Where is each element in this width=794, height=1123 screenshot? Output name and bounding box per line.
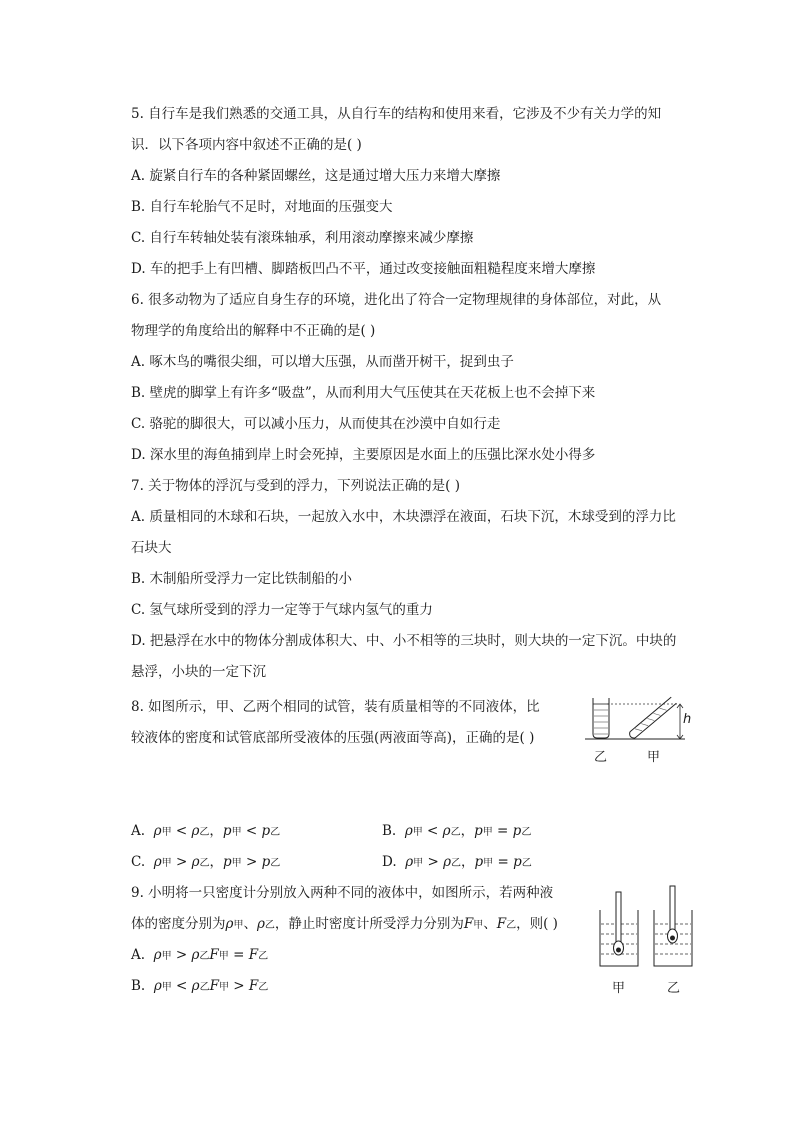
q8-fig-label-yi: 乙 bbox=[594, 750, 608, 765]
q8-option-a: A. ρ甲 < ρ乙，p甲 < p乙 bbox=[131, 823, 281, 839]
q5-stem-line2: 识．以下各项内容中叙述不正确的是( ) bbox=[131, 137, 362, 153]
q5-option-c: C. 自行车转轴处装有滚珠轴承，利用滚动摩擦来减少摩擦 bbox=[131, 230, 474, 246]
q7-option-d-line2: 悬浮，小块的一定下沉 bbox=[131, 664, 266, 680]
q5-option-a: A. 旋紧自行车的各种紧固螺丝，这是通过增大压力来增大摩擦 bbox=[131, 168, 501, 184]
q7-option-a-line1: A. 质量相同的木球和石块，一起放入水中，木块漂浮在液面，石块下沉，木球受到的浮力比 bbox=[131, 509, 676, 525]
q7-option-b: B. 木制船所受浮力一定比铁制船的小 bbox=[131, 571, 353, 587]
q8-test-tube-figure bbox=[585, 694, 695, 744]
q9-fig-label-yi: 乙 bbox=[667, 981, 681, 996]
q9-fig-label-jia: 甲 bbox=[612, 981, 626, 996]
q9-stem-line1: 9. 小明将一只密度计分别放入两种不同的液体中，如图所示，若两种液 bbox=[131, 885, 554, 901]
q7-option-c: C. 氢气球所受到的浮力一定等于气球内氢气的重力 bbox=[131, 602, 433, 618]
q5-stem-line1: 5. 自行车是我们熟悉的交通工具，从自行车的结构和使用来看，它涉及不少有关力学的知 bbox=[131, 106, 662, 122]
q7-stem: 7. 关于物体的浮沉与受到的浮力，下列说法正确的是( ) bbox=[131, 478, 460, 494]
q7-option-d-line1: D. 把悬浮在水中的物体分割成体积大、中、小不相等的三块时，则大块的一定下沉。中块的 bbox=[131, 633, 677, 649]
q6-option-b: B. 壁虎的脚掌上有许多“吸盘”，从而利用大气压使其在天花板上也不会掉下来 bbox=[131, 385, 596, 401]
q8-option-b: B. ρ甲 < ρ乙，p甲 = p乙 bbox=[382, 823, 532, 839]
q8-fig-h-label: h bbox=[683, 712, 692, 727]
q5-option-d: D. 车的把手上有凹槽、脚踏板凹凸不平，通过改变接触面粗糙程度来增大摩擦 bbox=[131, 261, 596, 277]
q8-option-c: C. ρ甲 > ρ乙，p甲 > p乙 bbox=[131, 854, 281, 870]
q8-option-d: D. ρ甲 > ρ乙，p甲 = p乙 bbox=[382, 854, 532, 870]
q6-option-c: C. 骆驼的脚很大，可以减小压力，从而使其在沙漠中自如行走 bbox=[131, 416, 501, 432]
q9-option-b: B. ρ甲 < ρ乙F甲 > F乙 bbox=[131, 978, 269, 994]
q6-option-d: D. 深水里的海鱼捕到岸上时会死掉，主要原因是水面上的压强比深水处小得多 bbox=[131, 447, 596, 463]
q6-option-a: A. 啄木鸟的嘴很尖细，可以增大压强，从而凿开树干，捉到虫子 bbox=[131, 354, 514, 370]
q8-stem-line2: 较液体的密度和试管底部所受液体的压强(两液面等高)，正确的是( ) bbox=[131, 730, 535, 746]
q6-stem-line2: 物理学的角度给出的解释中不正确的是( ) bbox=[131, 323, 376, 339]
q8-stem-line1: 8. 如图所示，甲、乙两个相同的试管，装有质量相等的不同液体，比 bbox=[131, 699, 540, 715]
q5-option-b: B. 自行车轮胎气不足时，对地面的压强变大 bbox=[131, 199, 393, 215]
q9-option-a: A. ρ甲 > ρ乙F甲 = F乙 bbox=[131, 947, 269, 963]
q9-hydrometer-figure bbox=[598, 886, 698, 968]
q9-stem-line2: 体的密度分别为ρ甲、ρ乙，静止时密度计所受浮力分别为F甲、F乙，则( ) bbox=[131, 916, 558, 932]
q7-option-a-line2: 石块大 bbox=[131, 540, 172, 556]
q6-stem-line1: 6. 很多动物为了适应自身生存的环境，进化出了符合一定物理规律的身体部位，对此，从 bbox=[131, 292, 662, 308]
q8-fig-label-jia: 甲 bbox=[647, 750, 661, 765]
